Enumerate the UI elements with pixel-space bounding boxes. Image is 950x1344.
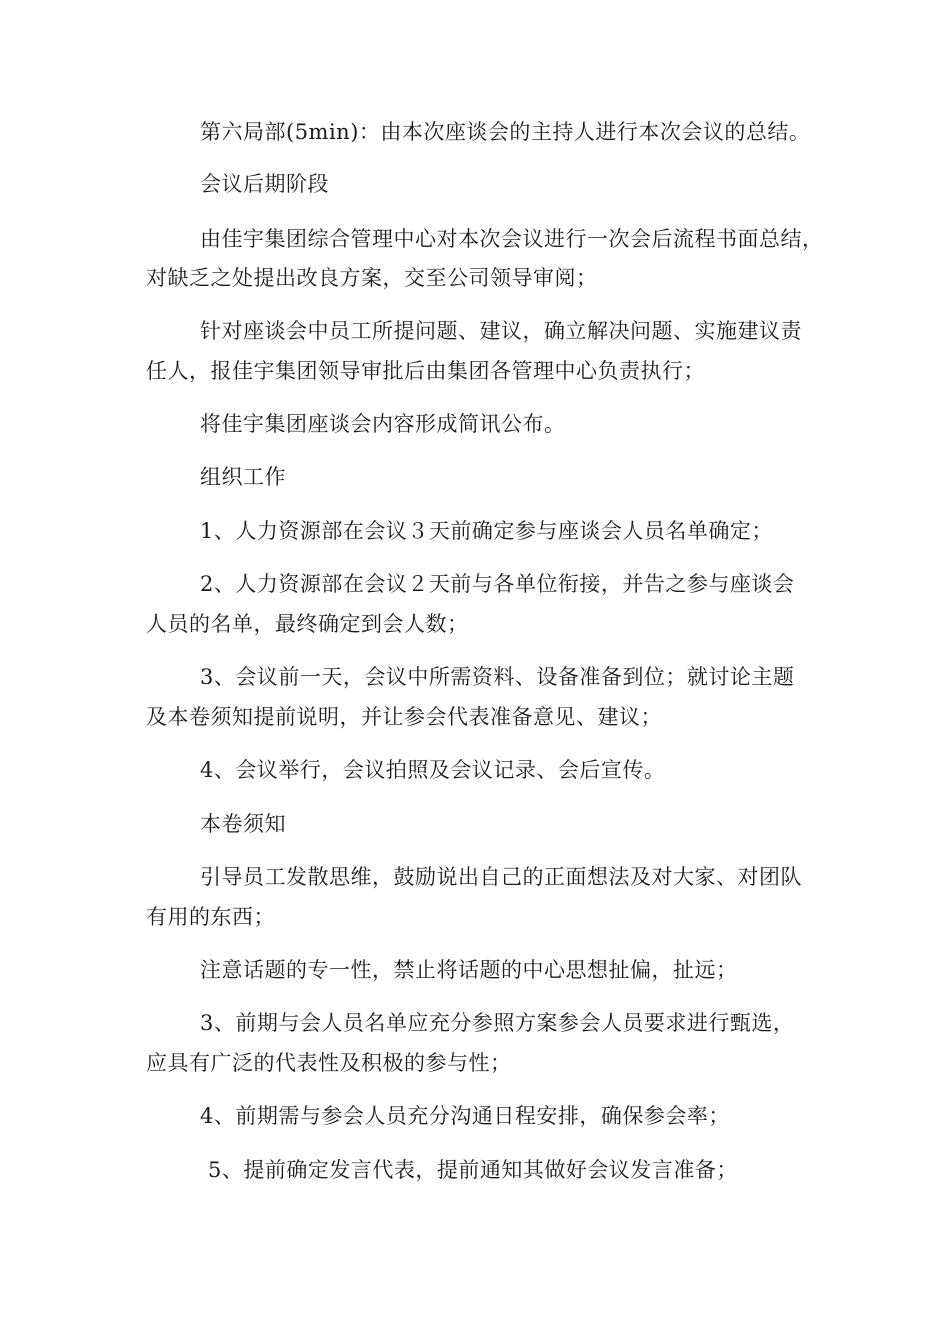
note-line-1: 引导员工发散思维，鼓励说出自己的正面想法及对大家、对团队 — [200, 865, 802, 889]
list-item-2: 2、人力资源部在会议２天前与各单位衔接，并告之参与座谈会 — [200, 572, 795, 596]
note-line-2: 注意话题的专一性，禁止将话题的中心思想扯偏，扯远； — [200, 958, 738, 982]
section-heading-late-stage: 会议后期阶段 — [200, 172, 329, 196]
text-line-4: 对缺乏之处提出改良方案，交至公司领导审阅； — [146, 266, 598, 290]
section-heading-notes: 本卷须知 — [200, 812, 286, 836]
list-item-2-cont: 人员的名单，最终确定到会人数； — [146, 612, 469, 636]
list-item-3: 3、会议前一天，会议中所需资料、设备准备到位；就讨论主题 — [200, 665, 795, 689]
text-line-6: 任人，报佳宇集团领导审批后由集团各管理中心负责执行； — [146, 359, 705, 383]
section-heading-organization: 组织工作 — [200, 465, 286, 489]
text-line-3: 由佳宇集团综合管理中心对本次会议进行一次会后流程书面总结， — [200, 227, 824, 251]
note-line-3: 3、前期与会人员名单应充分参照方案参会人员要求进行甄选， — [200, 1011, 795, 1035]
note-line-3-cont: 应具有广泛的代表性及积极的参与性； — [146, 1051, 512, 1075]
note-line-1-cont: 有用的东西； — [146, 905, 275, 929]
list-item-1: 1、人力资源部在会议３天前确定参与座谈会人员名单确定； — [200, 519, 773, 543]
note-line-5: 5、提前确定发言代表，提前通知其做好会议发言准备； — [208, 1158, 738, 1182]
note-line-4: 4、前期需与参会人员充分沟通日程安排，确保参会率； — [200, 1104, 730, 1128]
list-item-4: 4、会议举行，会议拍照及会议记录、会后宣传。 — [200, 758, 666, 782]
text-line-7: 将佳宇集团座谈会内容形成简讯公布。 — [200, 412, 566, 436]
list-item-3-cont: 及本卷须知提前说明，并让参会代表准备意见、建议； — [146, 705, 662, 729]
text-line-5: 针对座谈会中员工所提问题、建议，确立解决问题、实施建议责 — [200, 319, 802, 343]
text-line-1: 第六局部(5min)：由本次座谈会的主持人进行本次会议的总结。 — [200, 120, 811, 144]
